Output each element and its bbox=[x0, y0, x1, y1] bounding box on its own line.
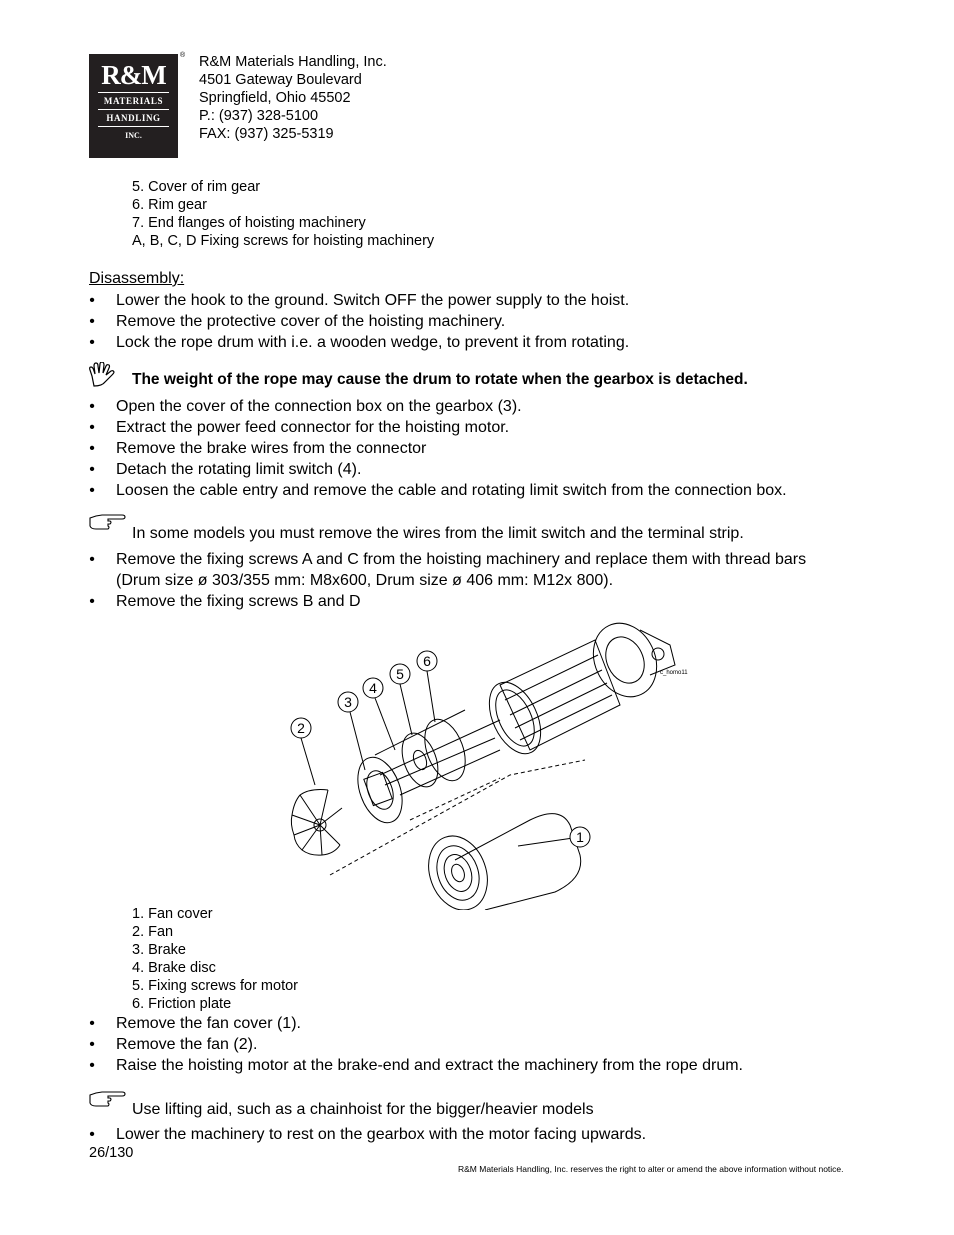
legend-item: 4. Brake disc bbox=[132, 960, 216, 976]
legend-item: 2. Fan bbox=[132, 924, 174, 940]
callout-label-2: 2 bbox=[297, 720, 305, 736]
list-item-text: Loosen the cable entry and remove the cable and rotating limit switch from the connection box. bbox=[116, 482, 787, 499]
list-item-text: Raise the hoisting motor at the brake-end and extract the machinery from the rope drum. bbox=[116, 1057, 743, 1074]
bullet-dot-icon: • bbox=[89, 398, 95, 415]
note-text: Use lifting aid, such as a chainhoist for the bigger/heavier models bbox=[132, 1101, 594, 1118]
legend-top bbox=[132, 178, 434, 250]
bullet-dot-icon: • bbox=[89, 313, 95, 330]
logo-divider bbox=[98, 92, 169, 93]
motor-body bbox=[479, 640, 620, 762]
bullet-dot-icon: • bbox=[89, 482, 95, 499]
callout-leader-4 bbox=[375, 698, 395, 750]
address-line: Springfield, Ohio 45502 bbox=[199, 90, 351, 106]
bullet-dot-icon: • bbox=[89, 334, 95, 351]
list-item bbox=[88, 332, 629, 353]
callout-leader-2 bbox=[301, 738, 315, 785]
company-address bbox=[199, 53, 387, 143]
callout-leader-5 bbox=[400, 684, 412, 735]
list-item-text-continued: (Drum size ø 303/355 mm: M8x600, Drum size ø 406 mm: M12x 800). bbox=[116, 572, 614, 589]
address-line: R&M Materials Handling, Inc. bbox=[199, 54, 387, 70]
section-heading: Disassembly: bbox=[89, 270, 185, 287]
list-item bbox=[88, 549, 806, 591]
callout-label-4: 4 bbox=[369, 680, 377, 696]
fan-cover bbox=[419, 814, 581, 910]
pointing-hand-icon bbox=[88, 513, 126, 531]
registered-mark: ® bbox=[180, 52, 186, 59]
page-number: 26/130 bbox=[89, 1145, 134, 1161]
callout-label-3: 3 bbox=[344, 694, 352, 710]
list-item-text: Remove the protective cover of the hoisting machinery. bbox=[116, 313, 506, 330]
bullet-dot-icon: • bbox=[89, 461, 95, 478]
address-line: 4501 Gateway Boulevard bbox=[199, 72, 362, 88]
logo-line2: HANDLING bbox=[106, 113, 161, 123]
list-item bbox=[88, 1013, 743, 1034]
exploded-motor-diagram bbox=[280, 610, 700, 910]
list-item bbox=[88, 591, 806, 612]
address-line: P.: (937) 328-5100 bbox=[199, 108, 319, 124]
logo-divider bbox=[98, 109, 169, 110]
bullet-dot-icon: • bbox=[89, 593, 95, 610]
figure-code: c_homo11 bbox=[660, 670, 688, 676]
list-item-text: Lock the rope drum with i.e. a wooden wedge, to prevent it from rotating. bbox=[116, 334, 630, 351]
legend-figure bbox=[132, 905, 298, 1013]
list-item bbox=[88, 1124, 646, 1145]
bullet-dot-icon: • bbox=[89, 1126, 95, 1143]
bullet-dot-icon: • bbox=[89, 1036, 95, 1053]
bullet-dot-icon: • bbox=[89, 292, 95, 309]
motor-shaft bbox=[380, 720, 500, 775]
friction-plate bbox=[417, 714, 473, 786]
callout-label-6: 6 bbox=[423, 653, 431, 669]
list-item bbox=[88, 480, 787, 501]
bullet-dot-icon: • bbox=[89, 440, 95, 457]
bullet-dot-icon: • bbox=[89, 419, 95, 436]
list-item bbox=[88, 1055, 743, 1076]
bullet-list-1 bbox=[88, 290, 629, 353]
list-item-text: Remove the fixing screws A and C from the hoisting machinery and replace them with thread bars bbox=[116, 551, 807, 568]
callout-label-1: 1 bbox=[576, 829, 584, 845]
callout-leader-6 bbox=[427, 671, 435, 722]
legend-item: 5. Cover of rim gear bbox=[132, 179, 261, 195]
list-item-text: Detach the rotating limit switch (4). bbox=[116, 461, 362, 478]
logo-brand: R&M bbox=[101, 60, 166, 90]
hand-stop-icon bbox=[88, 362, 118, 388]
logo-line1: MATERIALS bbox=[103, 96, 164, 106]
bullet-list-5 bbox=[88, 1124, 646, 1145]
bullet-dot-icon: • bbox=[89, 551, 95, 568]
fixing-screws bbox=[375, 710, 500, 795]
list-item-text: Remove the fixing screws B and D bbox=[116, 593, 361, 610]
list-item-text: Lower the machinery to rest on the gearbox with the motor facing upwards. bbox=[116, 1126, 647, 1143]
list-item-text: Remove the fan cover (1). bbox=[116, 1015, 301, 1032]
company-logo bbox=[89, 54, 178, 158]
logo-line3: INC. bbox=[125, 131, 142, 140]
legend-item: 1. Fan cover bbox=[132, 906, 213, 922]
list-item-text: Extract the power feed connector for the hoisting motor. bbox=[116, 419, 510, 436]
list-item-text: Lower the hook to the ground. Switch OFF the power supply to the hoist. bbox=[116, 292, 630, 309]
list-item bbox=[88, 311, 629, 332]
list-item bbox=[88, 438, 787, 459]
callout-label-5: 5 bbox=[396, 666, 404, 682]
bullet-list-2 bbox=[88, 396, 787, 501]
legend-item: 6. Friction plate bbox=[132, 996, 232, 1012]
gearbox-flange bbox=[582, 613, 675, 707]
footer-disclaimer: R&M Materials Handling, Inc. reserves the right to alter or amend the above information without notice. bbox=[458, 1164, 844, 1174]
callout-leader-3 bbox=[350, 712, 365, 770]
legend-item: 7. End flanges of hoisting machinery bbox=[132, 215, 366, 231]
list-item-text: Remove the brake wires from the connector bbox=[116, 440, 427, 457]
list-item-text: Open the cover of the connection box on the gearbox (3). bbox=[116, 398, 522, 415]
brake-disc bbox=[395, 728, 444, 792]
bullet-list-4 bbox=[88, 1013, 743, 1076]
fan bbox=[291, 790, 342, 856]
brake bbox=[350, 751, 411, 829]
legend-item: A, B, C, D Fixing screws for hoisting machinery bbox=[132, 233, 435, 249]
pointing-hand-icon bbox=[88, 1090, 126, 1108]
bullet-dot-icon: • bbox=[89, 1015, 95, 1032]
list-item bbox=[88, 396, 787, 417]
list-item bbox=[88, 1034, 743, 1055]
legend-item: 3. Brake bbox=[132, 942, 186, 958]
list-item bbox=[88, 290, 629, 311]
bullet-dot-icon: • bbox=[89, 1057, 95, 1074]
logo-divider bbox=[98, 126, 169, 127]
list-item bbox=[88, 459, 787, 480]
list-item-text: Remove the fan (2). bbox=[116, 1036, 258, 1053]
address-line: FAX: (937) 325-5319 bbox=[199, 126, 334, 142]
note-text: In some models you must remove the wires from the limit switch and the terminal strip. bbox=[132, 525, 744, 542]
legend-item: 5. Fixing screws for motor bbox=[132, 978, 298, 994]
warning-text: The weight of the rope may cause the drum to rotate when the gearbox is detached. bbox=[132, 371, 748, 388]
list-item bbox=[88, 417, 787, 438]
bullet-list-3 bbox=[88, 549, 806, 612]
legend-item: 6. Rim gear bbox=[132, 197, 207, 213]
